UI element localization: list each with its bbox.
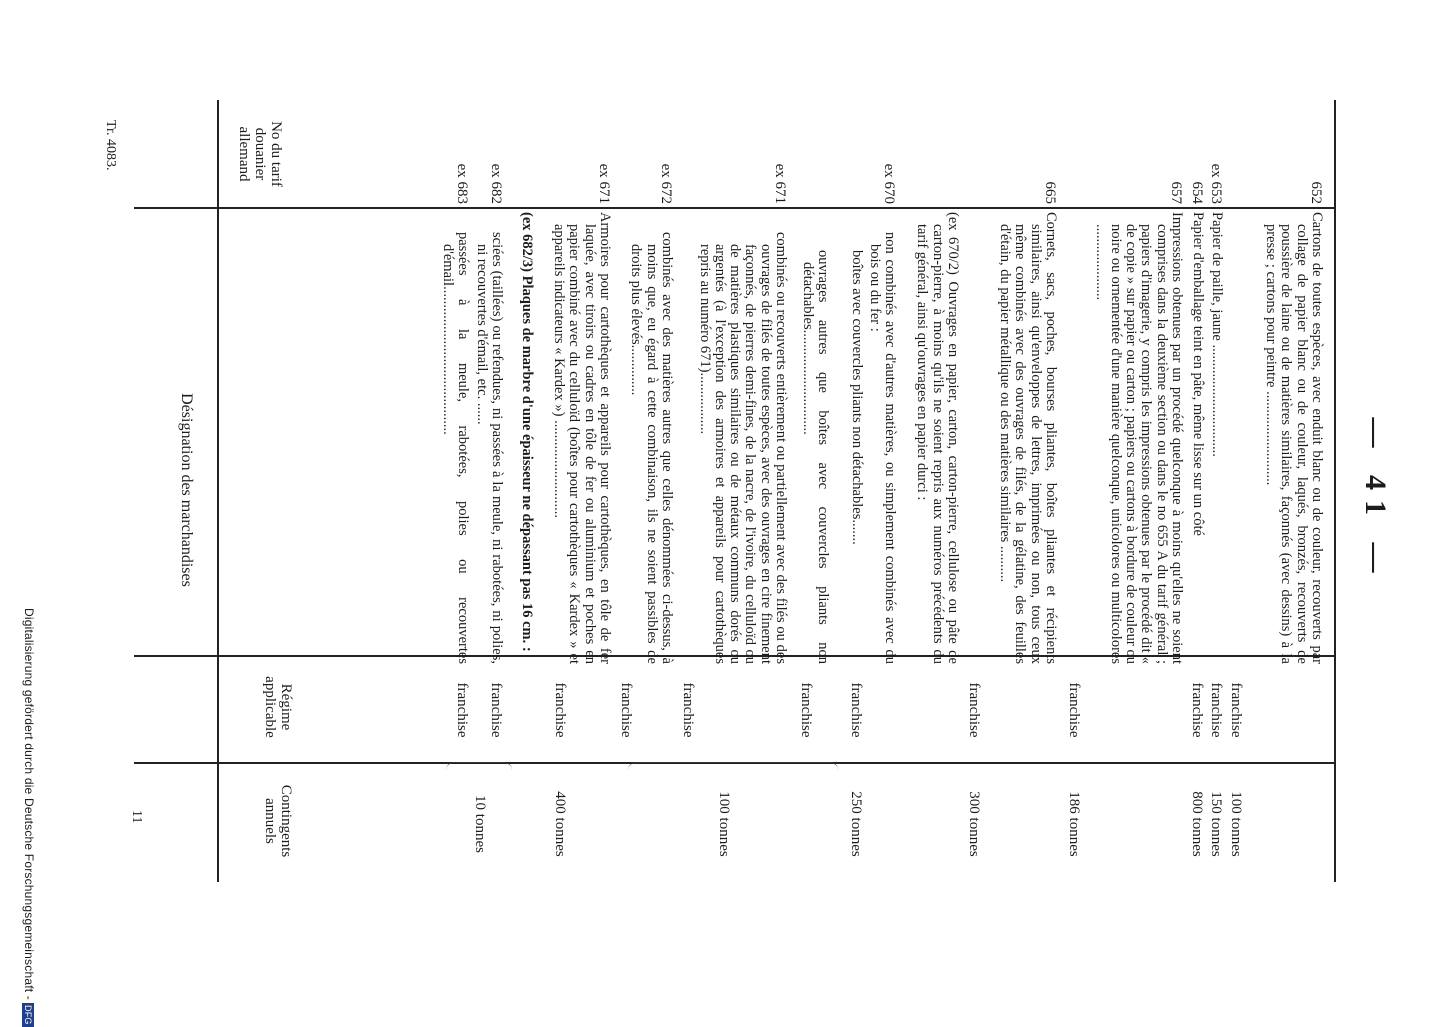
quota-value: 100 tonnes (1228, 791, 1244, 857)
regime-value: franchise (552, 682, 568, 738)
tariff-code: ex 653 (1208, 163, 1224, 204)
designation-text: sciées (taillées) ou refendues, ni passées à la meule, ni rabotées, ni polies, ni recouvertes d'émail, etc. ...... (473, 232, 505, 664)
grouping-brace (628, 762, 838, 775)
designation-text: Papier de paille, jaune ............................... (1209, 212, 1225, 457)
header-designation: Désignation des marchandises (178, 393, 195, 587)
designation-text: (ex 670/2) Ouvrages en papier, carton, carton-pierre, cellulose ou pâte de carton-pierre, à moins qu'ils ne soient repris aux numéros précédents du tarif général, ainsi qu'ouvrages en papier durci : (914, 212, 961, 664)
regime-value: franchise (680, 682, 696, 738)
regime-value: franchise (1066, 682, 1082, 738)
designation-text: Cornets, sacs, poches, bourses pliantes, boîtes pliantes et récipients similaires, ainsi qu'enveloppes de lettres, imprimées ou non, tous ceux même combinés avec des ouvrages de filés, de la gélatine, des feuilles d'étain, du papier métallique ou des matières similaires .......... (997, 212, 1059, 664)
regime-value: franchise (1189, 682, 1205, 738)
tariff-code: ex 672 (658, 163, 674, 204)
regime-value: franchise (1208, 682, 1224, 738)
regime-value: franchise (798, 682, 814, 738)
column-divider-tarif (134, 207, 1334, 209)
designation-text: ouvrages autres que boîtes avec couvercles pliants non détachables............................. (799, 250, 831, 664)
designation-text: (ex 682/3) Plaques de marbre d'une épaisseur ne dépassant pas 16 cm. : (519, 212, 535, 652)
page-number: — 41 — (1359, 417, 1392, 583)
digitization-note-text: Digitalisierung gefördert durch die Deutsche Forschungsgemeinschaft - (22, 608, 36, 1000)
designation-text: boîtes avec couvercles pliants non détachables....... (849, 250, 865, 545)
footer-mark: 11 (129, 810, 144, 824)
dfg-logo: DFG (23, 1005, 34, 1025)
quota-value: 100 tonnes (716, 791, 732, 857)
designation-text: Armoires pour cartothèques et appareils pour cartothèques, en tôle de fer laquée, avec tiroirs ou cadres en tôle de fer ou aluminium et poches en papier combiné avec du celluloïd (boîtes pour cartothèques « Kardex » et appareils indicateurs « Kardex ») ........................... (551, 212, 613, 664)
regime-value: franchise (618, 682, 634, 738)
header-quotas: Contingents annuels (262, 784, 294, 858)
tariff-code: 665 (1042, 181, 1058, 204)
designation-text: Cartons de toutes espèces, avec enduit blanc ou de couleur, recouverts par collage de papier blanc ou de couleur, laqués, bronzés, recouverts de poussière de laine ou de matières similaires, façonnés (avec dessins) à la presse ; cartons pour peintre .......................... (1263, 212, 1325, 664)
quota-value: 250 tonnes (848, 791, 864, 857)
designation-text: combinés ou recouverts entièrement ou partiellement avec des filés ou des ouvrages de filés de toutes espèces, avec des ouvrages en cire finement façonnés, de pierres demi-fines, de la nacre, de l'ivoire, du celluloïd ou de matières plastiques similaires ou de métaux communs dorés ou argentés (à l'exception des armoires et appareils pour cartothèques repris au numéro 671)................. (696, 232, 789, 664)
designation-text: Papier d'emballage teint en pâte, même lisse sur un côté (1190, 212, 1206, 536)
quota-value: 10 tonnes (472, 795, 488, 853)
regime-value: franchise (848, 682, 864, 738)
digitization-note (22, 608, 36, 1027)
quota-value: 400 tonnes (552, 791, 568, 857)
tariff-code: 652 (1308, 181, 1324, 204)
header-regime: Régime applicable (262, 676, 294, 738)
regime-value: franchise (454, 682, 470, 738)
quota-value: 150 tonnes (1208, 791, 1224, 857)
quota-value: 300 tonnes (966, 791, 982, 857)
table-header-rule (217, 100, 219, 882)
designation-text: non combinés avec d'autres matières, ou simplement combinés avec du bois ou du fer : (866, 232, 898, 664)
designation-text: Impressions obtenues par un procédé quelconque à moins qu'elles ne soient comprises dans la deuxième section ou dans le no 655 A du tarif général ; papiers d'imagerie, y compris les impressions obtenues par le procédé dit « de copie » sur papier ou carton ; papiers ou cartons à bordure de couleur ou noire ou ornementée d'une manière quelconque, unicolores ou multicolores ..................... (1092, 212, 1185, 664)
tariff-code: ex 671 (596, 163, 612, 204)
tariff-code: ex 683 (454, 163, 470, 204)
tariff-code: ex 682 (488, 163, 504, 204)
form-code: Tr. 4083. (103, 120, 118, 171)
grouping-brace (446, 762, 512, 775)
regime-value: franchise (1228, 682, 1244, 738)
tariff-code: 654 (1189, 181, 1205, 204)
tariff-code: ex 670 (881, 163, 897, 204)
table-top-rule (1334, 100, 1336, 882)
regime-value: franchise (488, 682, 504, 738)
quota-value: 800 tonnes (1189, 791, 1205, 857)
quota-value: 186 tonnes (1066, 791, 1082, 857)
designation-text: combinés avec des matières autres que celles dénommées ci-dessus, à moins que, eu égard à cette combinaison, ils ne soient passibles de droits plus élevés.............. (628, 232, 675, 664)
tariff-code: ex 671 (772, 163, 788, 204)
tariff-code: 657 (1168, 181, 1184, 204)
header-tariff-no: No du tarif douanier allemand (236, 121, 284, 187)
regime-value: franchise (966, 682, 982, 738)
designation-text: passées à la meule, rabotées, polies ou recouvertes d'émail......................................... (439, 232, 471, 664)
